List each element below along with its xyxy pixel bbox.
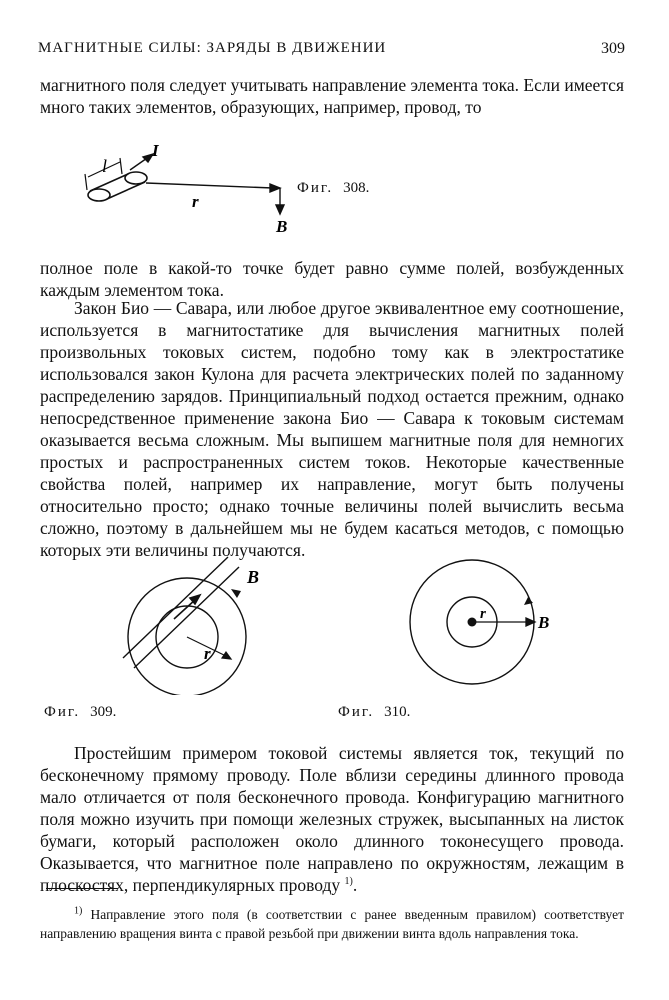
figure-309-caption: [44, 704, 116, 721]
paragraph-2: полное поле в какой-то точке будет равно сумме полей, возбужденных каждым элементом тока.: [40, 258, 624, 300]
current-element-cylinder: [88, 172, 147, 201]
paragraph-3: Закон Био — Савара, или любое другое эквивалентное ему соотношение, используется в магнитостатике для вычисления магнитных полей произвольных токовых систем, подобно тому как в электростатике использовался закон Кулона для расчета электрических полей по заданному распределению зарядов. Принципиальный подход остается прежним, однако непосредственное применение закона Био — Савара к токовым системам оказывается весьма сложным. Мы выпишем магнитные поля для немногих простых и распространенных систем токов. Некоторые качественные свойства полей, например их направление, могут быть получены относительно просто; однако точные величины полей вычислить весьма сложно, поэтому в дальнейшем мы не будем касаться методов, с помощью которых эти величины получаются.: [40, 298, 624, 560]
paragraph-1: магнитного поля следует учитывать направление элемента тока. Если имеется много таких элементов, образующих, например, провод, то: [40, 75, 624, 117]
caption-number: 310.: [384, 704, 411, 720]
current-arrow: [130, 154, 153, 170]
page-number: 309: [601, 40, 625, 57]
label-l: l: [102, 156, 108, 176]
figure-309-diagram: [110, 555, 280, 695]
footnote-text: Направление этого поля (в соответствии с ранее введенным правилом) соответствует направлению вращения винта с правой резьбой при движении винта вдоль направления тока.: [40, 907, 624, 941]
caption-number: 309.: [90, 704, 117, 720]
label-b: B: [276, 217, 288, 236]
paragraph-4: Простейшим примером токовой системы является ток, текущий по бесконечному прямому проводу. Поле вблизи середины длинного провода мало отличается от поля бесконечного провода. Конфигурацию магнитного поля можно изучить при помощи железных стружек, высыпанных на листок бумаги, который расположен около длинного токонесущего провода. Оказывается, что магнитное поле направлено по окружностям, лежащим в плоскостях, перпендикулярных проводу $^{1)}$.: [40, 743, 624, 895]
label-b: B: [538, 613, 550, 632]
caption-word: Фиг.: [297, 180, 334, 196]
label-r: r: [204, 644, 211, 663]
field-b-arrow: [276, 188, 284, 214]
figure-308-diagram: [80, 138, 310, 238]
footnote-divider: [46, 888, 118, 889]
figure-310-caption: [338, 704, 410, 721]
label-b: B: [247, 567, 260, 587]
wire-cross-section-dot: [468, 618, 477, 627]
figure-310-diagram: [400, 555, 570, 695]
caption-number: 308.: [343, 180, 370, 196]
caption-word: Фиг.: [44, 704, 81, 720]
field-direction-arrowhead: [231, 589, 241, 598]
footnote-reference: 1): [344, 876, 353, 888]
paragraph-4-text: Простейшим примером токовой системы является ток, текущий по бесконечному прямому проводу. Поле вблизи середины длинного провода мало отличается от поля бесконечного провода. Конфигурацию магнитного поля можно изучить при помощи железных стружек, высыпанных на листок бумаги, который расположен около длинного токонесущего провода. Оказывается, что магнитное поле направлено по окружностям, лежащим в плоскостях, перпендикулярных проводу: [40, 743, 624, 895]
footnote: [40, 905, 624, 943]
label-r: r: [480, 606, 486, 622]
label-r: r: [192, 192, 199, 211]
label-current-i: I: [152, 141, 159, 160]
caption-word: Фиг.: [338, 704, 375, 720]
figure-308-caption: [297, 180, 369, 197]
footnote-mark: 1): [74, 905, 83, 917]
running-title: МАГНИТНЫЕ СИЛЫ: ЗАРЯДЫ В ДВИЖЕНИИ: [38, 40, 387, 56]
radius-vector-arrow: [146, 183, 280, 192]
